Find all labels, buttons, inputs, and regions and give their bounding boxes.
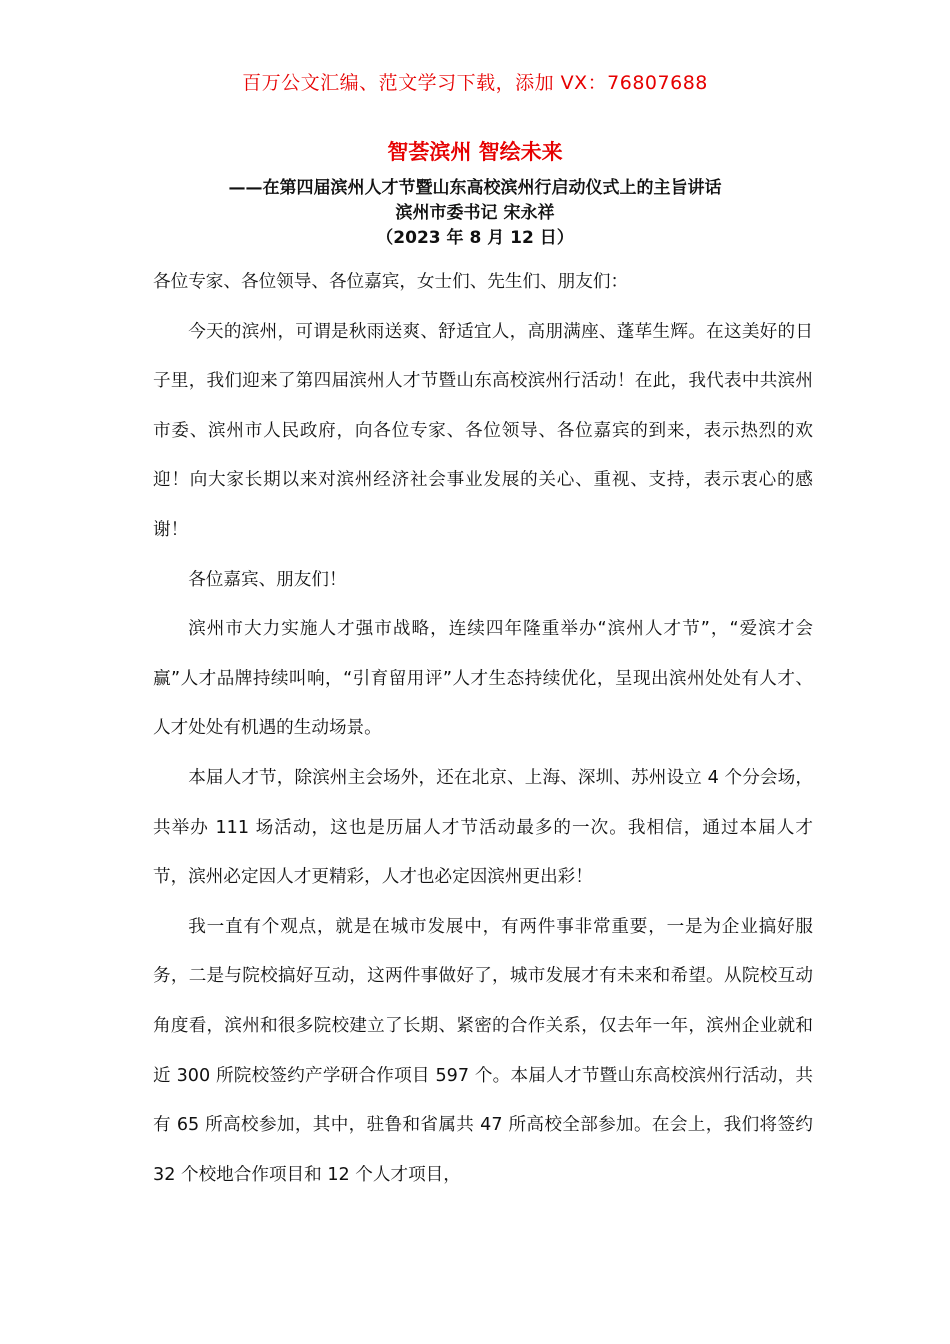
speech-subtitle-block — [0, 176, 950, 251]
salutation: 各位专家、各位领导、各位嘉宾，女士们、先生们、朋友们： — [153, 272, 629, 292]
promo-banner: 百万公文汇编、范文学习下载，添加 VX：76807688 — [242, 72, 708, 94]
paragraph-4: 本届人才节，除滨州主会场外，还在北京、上海、深圳、苏州设立 4 个分会场，共举办 111 场活动，这也是历届人才节活动最多的一次。我相信，通过本届人才节，滨州必定因人才更精彩，人才也必定因滨州更出彩！ — [153, 767, 813, 888]
speech-date: （2023 年 8 月 12 日） — [376, 228, 574, 248]
speaker-name: 滨州市委书记 宋永祥 — [395, 203, 555, 223]
paragraph-5: 我一直有个观点，就是在城市发展中，有两件事非常重要，一是为企业搞好服务，二是与院校搞好互动，这两件事做好了，城市发展才有未来和希望。从院校互动角度看，滨州和很多院校建立了长期、紧密的合作关系，仅去年一年，滨州企业就和近 300 所院校签约产学研合作项目 597 个。本届人才节暨山东高校滨州行活动，共有 65 所高校参加，其中，驻鲁和省属共 47 所高校全部参加。在会上，我们将签约 32 个校地合作项目和 12 个人才项目， — [153, 916, 813, 1185]
speech-occasion: ——在第四届滨州人才节暨山东高校滨州行启动仪式上的主旨讲话 — [228, 178, 722, 198]
paragraph-1: 今天的滨州，可谓是秋雨送爽、舒适宜人，高朋满座、蓬荜生辉。在这美好的日子里，我们迎来了第四届滨州人才节暨山东高校滨州行活动！在此，我代表中共滨州市委、滨州市人民政府，向各位专家、各位领导、各位嘉宾的到来，表示热烈的欢迎！向大家长期以来对滨州经济社会事业发展的关心、重视、支持，表示衷心的感谢！ — [153, 321, 813, 540]
paragraph-3: 滨州市大力实施人才强市战略，连续四年隆重举办“滨州人才节”，“爱滨才会赢”人才品牌持续叫响，“引育留用评”人才生态持续优化，呈现出滨州处处有人才、人才处处有机遇的生动场景。 — [153, 619, 813, 739]
speech-title: 智荟滨州 智绘未来 — [387, 140, 563, 164]
paragraph-2: 各位嘉宾、朋友们！ — [188, 569, 347, 590]
speech-body — [153, 258, 813, 1200]
